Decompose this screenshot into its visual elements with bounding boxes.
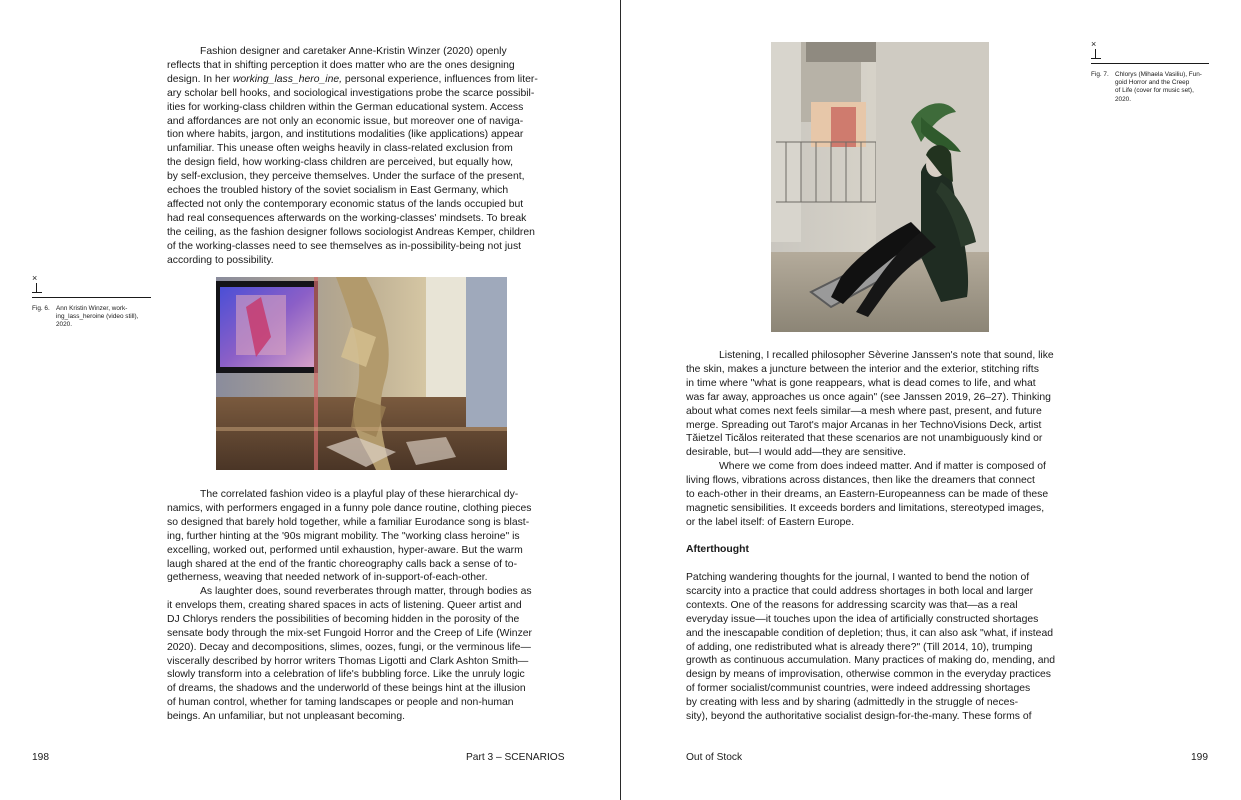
- right-running-head: Out of Stock: [686, 752, 743, 763]
- left-paragraph-3: As laughter does, sound reverberates through matter, through bodies as it envelops them, creating shared spaces in acts of listening. Queer artist and DJ Chlorys renders the possibilities of becoming hidden in the porosity of the sensate body through the mix-set Fungoid Horror and the Creep of Life (Winzer 2020). Decay and decompositions, slimes, oozes, fungi, or the verminous life— viscerally described by horror writers Thomas Ligotti and Clark Ashton Smith— slowly transform into a celebration of life's bubbling force. Like the unruly logic of dreams, the shadows and the underworld of these beings hint at the illusion of human control, whether for taming landscapes or people and non-human beings. An unfamiliar, but not unpleasant becoming.: [167, 586, 533, 723]
- left-paragraph-2: The correlated fashion video is a playful play of these hierarchical dy- namics, with performers engaged in a funny pole dance routine, clothing pieces so designed that barely hold together, while a familiar Eurodance song is blast- ing, further hinting at the '90s migrant mobility. The "working class heroine" is excelling, worked out, performed until exhaustion, hyper-aware. But the warm laugh shared at the end of the frantic choreography calls back a sense of to- getherness, weaving that needed network of in-support-of-each-other.: [167, 489, 532, 584]
- fig7-number: Fig. 7.: [1091, 71, 1109, 78]
- caption-rule: [32, 297, 151, 298]
- fig7-photograph: [771, 42, 989, 332]
- left-page-number: 198: [32, 752, 49, 763]
- fig6-video-still: [216, 277, 507, 470]
- fig7-caption: [1091, 71, 1211, 107]
- left-paragraph-1: Fashion designer and caretaker Anne-Kristin Winzer (2020) openly reflects that in shifting perception it does matter who are the ones designing design. In her working_lass_hero_ine, personal experience, influences from liter- ary scholar bell hooks, and sociological investigations probe the scarce possibil- ities for working-class children within the German educational system. Access and affordances are not only an economic issue, but moreover one of naviga- tion where habits, jargon, and institutions modalities (like applications) appear unfamiliar. This unease often weighs heavily in class-related exclusion from the design field, how working-class children are perceived, but equally how, by self-exclusion, they perceive themselves. Under the surface of the present, echoes the troubled history of the soviet socialism in East Germany, which affected not only the contemporary economic status of the lands occupied but had real consequences afterwards on the working-classes' mindsets. To break the ceiling, as the fashion designer follows sociologist Andreas Kemper, children of the working-classes need to see themselves as in-possibility-being not just according to possibility.: [167, 46, 538, 266]
- x-mark-icon: ×: [1091, 39, 1097, 49]
- fig6-number: Fig. 6.: [32, 305, 50, 312]
- caption-rule: [1091, 63, 1209, 64]
- right-paragraph-3: Patching wandering thoughts for the journal, I wanted to bend the notion of scarcity into a practice that could address shortages in both local and larger contexts. One of the reasons for addressing scarcity was that—as a real everyday issue—it touches upon the idea of artificially constructed shortages and the inescapable condition of depletion; thus, it can also ask "what, if instead of adding, one redistributed what is already there?" (Till 2014, 10), trumping growth as continuous accumulation. Many practices of making do, mending, and design by means of improvisation, otherwise common in the everyday practices of former socialist/communist countries, were indeed addressing shortages by creating with less and by sharing (admittedly in the struggle of neces- sity), beyond the authoritative socialist design-for-the-many. These forms of: [686, 572, 1056, 723]
- anchor-mark-icon: [1091, 49, 1101, 59]
- anchor-mark-icon: [32, 283, 42, 293]
- right-page-number: 199: [1191, 752, 1208, 763]
- fig7-caption-text: Chlorys (Mihaela Vasiliu), Fun- goid Horror and the Creep of Life (cover for music set), 2020.: [1115, 71, 1202, 103]
- right-paragraph-1: Listening, I recalled philosopher Sèverine Janssen's note that sound, like the skin, makes a juncture between the interior and the exterior, stitching rifts in time where "what is gone reappears, what is dead comes to life, and what was far away, approaches us once again" (see Janssen 2019, 26–27). Thinking about what comes next feels similar—a mesh where past, present, and future merge. Spreading out Tarot's major Arcanas in her TechnoVisions Deck, artist Tăietzel Ticălos reiterated that these scenarios are not unambiguously kind or desirable, but—I would add—they are sensitive.: [686, 350, 1054, 459]
- fig6-caption-text: Ann Kristin Winzer, work- ing_lass_heroine (video still), 2020.: [56, 305, 139, 329]
- x-mark-icon: ×: [32, 273, 38, 283]
- left-running-head: Part 3 – SCENARIOS: [466, 752, 565, 763]
- book-spine: [620, 0, 621, 800]
- section-heading-afterthought: Afterthought: [686, 544, 749, 555]
- fig6-caption: [32, 305, 152, 335]
- right-paragraph-2: Where we come from does indeed matter. And if matter is composed of living flows, vibrations across distances, then like the dreamers that connect to each-other in their dreams, an Eastern-Europeanness can be made of these magnetic sensibilities. It exceeds borders and limitations, stereotyped images, or the label itself: of Eastern Europe.: [686, 461, 1049, 528]
